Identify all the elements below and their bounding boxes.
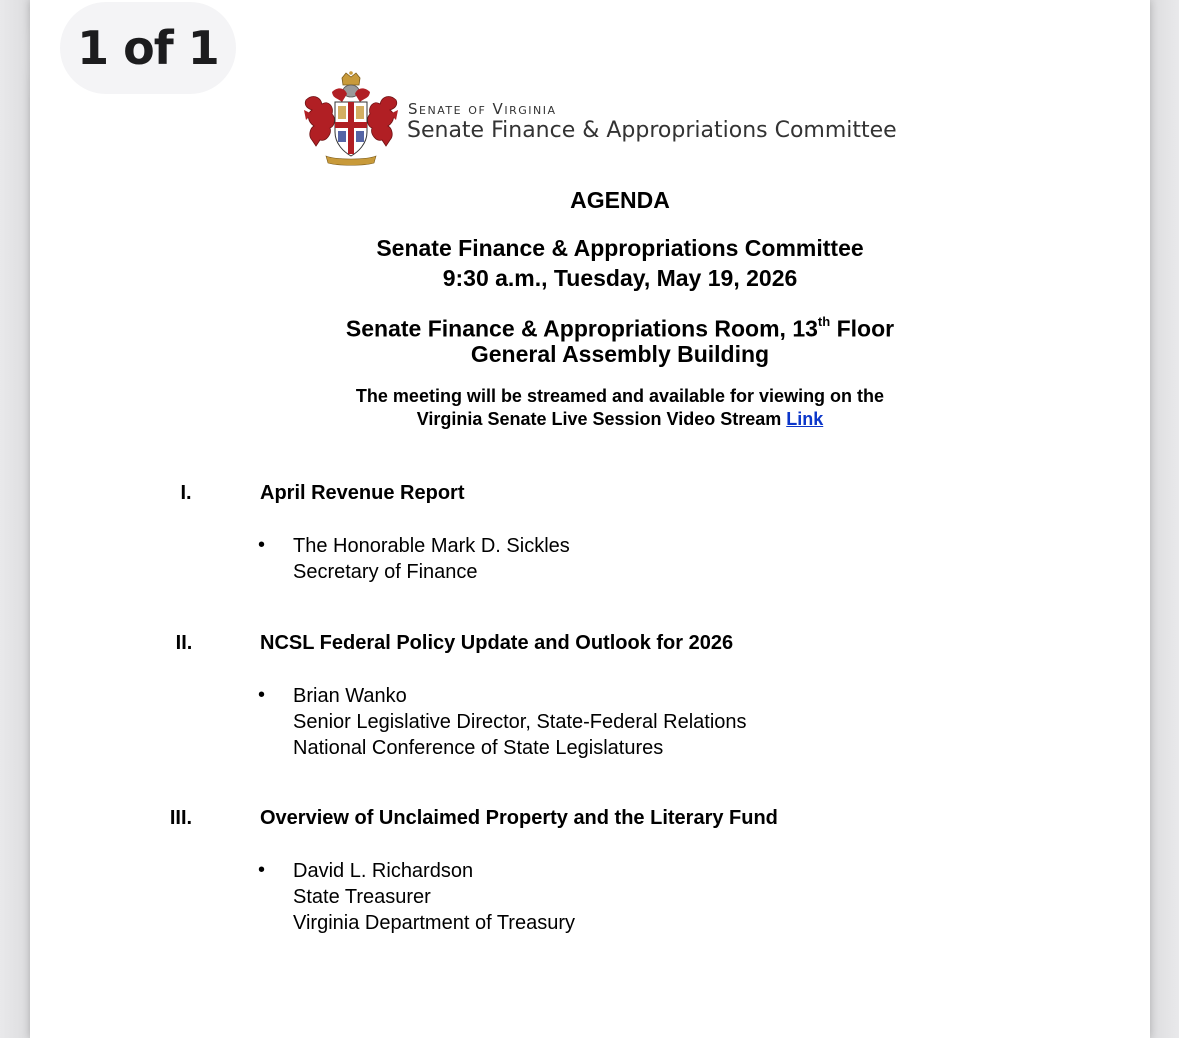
page-counter-badge: 1 of 1 — [60, 2, 236, 94]
agenda-title: AGENDA — [570, 187, 670, 213]
stream-notice-text: Virginia Senate Live Session Video Stream — [416, 409, 787, 429]
stream-notice-line2 — [0, 408, 1179, 431]
bullet-icon: • — [258, 684, 266, 706]
agenda-item-title: NCSL Federal Policy Update and Outlook for 2026 — [260, 632, 734, 654]
stream-notice-line1: The meeting will be streamed and available for viewing on the — [355, 386, 885, 406]
presenter-title: State Treasurer — [293, 886, 431, 908]
presenter-name: David L. Richardson — [293, 860, 474, 882]
agenda-item-title: April Revenue Report — [260, 482, 465, 504]
meeting-room-floor: Floor — [830, 315, 895, 342]
agenda-item-number: III. — [169, 807, 193, 829]
meeting-room-text: Senate Finance & Appropriations Room, 13 — [345, 315, 818, 342]
stream-link[interactable]: Link — [786, 409, 824, 429]
virginia-senate-crest-icon — [302, 70, 400, 168]
org-name-committee: Senate Finance & Appropriations Committee — [407, 118, 897, 143]
presenter-name: The Honorable Mark D. Sickles — [293, 535, 570, 557]
presenter-block — [293, 858, 575, 936]
meeting-room-ordinal: th — [817, 314, 831, 329]
meeting-datetime: 9:30 a.m., Tuesday, May 19, 2026 — [442, 265, 798, 291]
presenter-block — [293, 533, 570, 585]
bullet-icon: • — [258, 859, 266, 881]
agenda-item-number: II. — [175, 632, 193, 654]
presenter-title: Secretary of Finance — [293, 561, 478, 583]
viewer-margin-right — [1149, 0, 1179, 1038]
bullet-icon: • — [258, 534, 266, 556]
presenter-organization: National Conference of State Legislatures — [293, 737, 664, 759]
viewer-margin-left — [0, 0, 30, 1038]
presenter-title: Senior Legislative Director, State-Federal Relations — [293, 711, 747, 733]
agenda-item-number: I. — [180, 482, 192, 504]
meeting-building: General Assembly Building — [470, 341, 770, 367]
presenter-organization: Virginia Department of Treasury — [293, 912, 575, 934]
agenda-item-title: Overview of Unclaimed Property and the Literary Fund — [260, 807, 778, 829]
committee-name: Senate Finance & Appropriations Committee — [376, 235, 864, 261]
org-name-senate: Senate of Virginia — [408, 100, 557, 118]
document-page[interactable] — [30, 0, 1150, 1038]
presenter-block — [293, 683, 747, 761]
presenter-name: Brian Wanko — [293, 685, 407, 707]
